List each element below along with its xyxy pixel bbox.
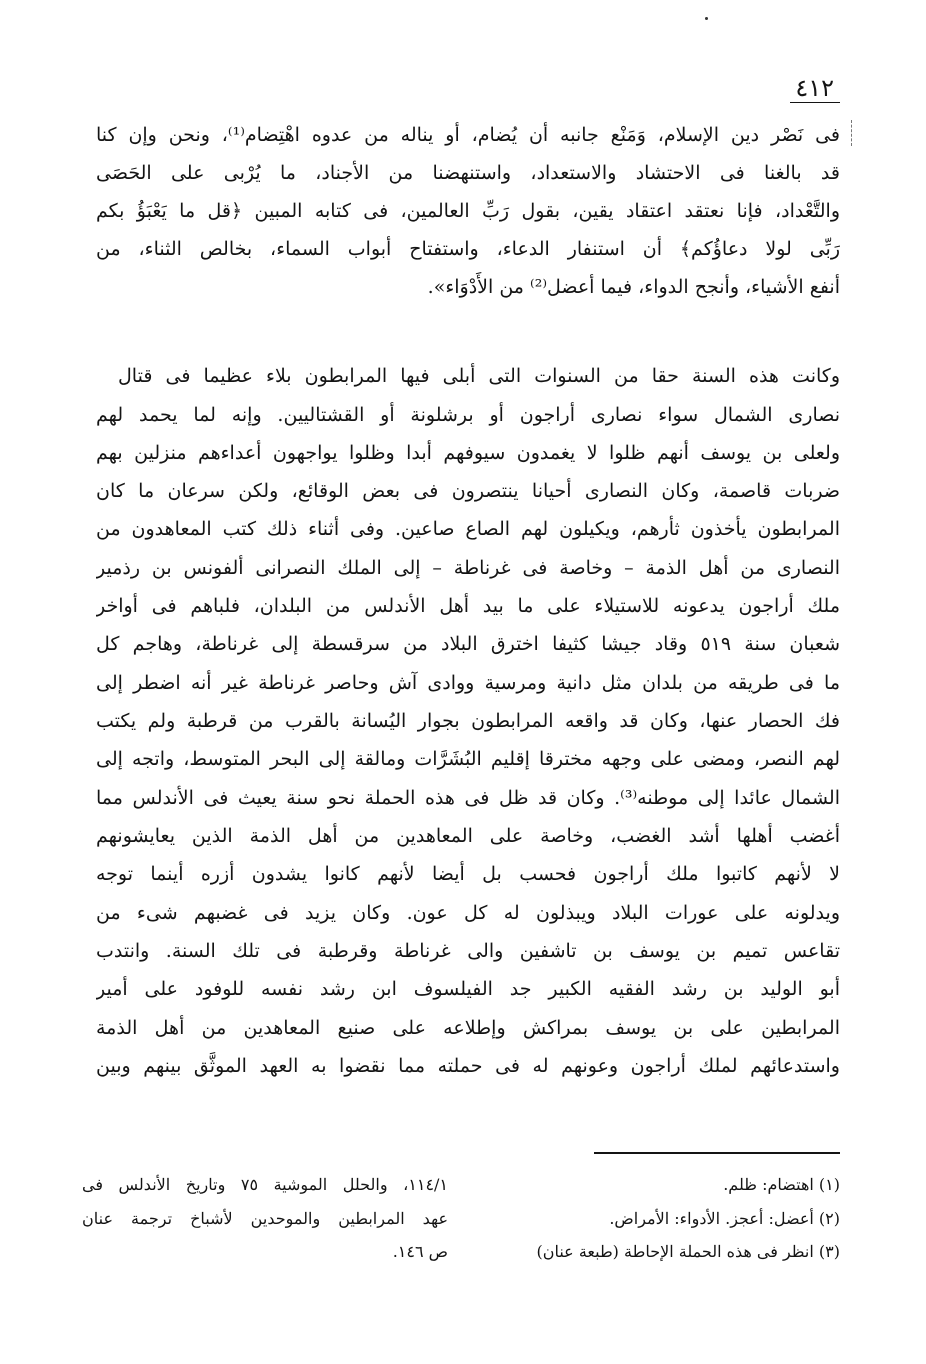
body-line: ويدلونه على عورات البلاد ويبذلون له كل عون. وكان يزيد فى غضبهم شىء من: [96, 902, 840, 924]
body-line: الشمال عائدا إلى موطنه⁽³⁾. وكان قد ظل فى هذه الحملة نحو سنة يعيث فى الأندلس مما: [96, 787, 840, 809]
footnote-3-continued: عهد المرابطين والموحدين لأشباخ ترجمة عنان: [82, 1209, 448, 1228]
body-line: ولعلى بن يوسف أنهم ظلوا لا يغمدون سيوفهم أبدا وظلوا يواجهون أعداءهم منزلين بهم: [96, 442, 840, 464]
body-line: المرابطين على بن يوسف بمراكش وإطلاعه على صنيع المعاهدين من أهل الذمة: [96, 1017, 840, 1039]
body-line: لا لأنهم كاتبوا ملك أراجون فحسب بل أيضا لأنهم كانوا يشدون أزره أينما توجه: [96, 863, 840, 885]
scan-speck: [705, 17, 708, 20]
body-line: ضربات قاصمة، وكان النصارى أحيانا ينتصرون فى بعض الوقائع، ولكن سرعان ما كان: [96, 480, 840, 502]
body-line: ما فى طريقه من بلدان مثل دانية ومرسية ووادى آش وحاصر غرناطة غير أنه اضطر إلى: [96, 672, 840, 694]
margin-mark: [849, 120, 852, 146]
body-line: فك الحصار عنها، وكان قد واقعه المرابطون بجوار اليُسانة بالقرب من قرطبة ولم يكتب: [96, 710, 840, 732]
footnote-3: (٣) انظر فى هذه الحملة الإحاطة (طبعة عنان): [536, 1242, 840, 1261]
footnote-3-continued: ١١٤/١، والحلل الموشية ٧٥ وتاريخ الأندلس فى: [82, 1175, 448, 1194]
body-line: النصارى من أهل الذمة – وخاصة فى غرناطة – إلى الملك النصرانى ألفونس بن رذمير: [96, 557, 840, 579]
footnote-2: (٢) أعضل: أعجز. الأدواء: الأمراض.: [609, 1209, 840, 1228]
body-line: أبو الوليد بن رشد الفقيه الكبير جد الفيلسوف ابن رشد نفسه للوفود على أمير: [96, 978, 840, 1000]
body-line: لهم النصر، ومضى على وجهه مخترقا إقليم البُشَرَّات ومالقة إلى البحر المتوسط، واتجه إلى: [96, 748, 840, 770]
body-line: أغضب أهلها أشد الغضب، وخاصة على المعاهدين من أهل الذمة الذين يعايشونهم: [96, 825, 840, 847]
body-line: المرابطون يأخذون ثأرهم، ويكيلون لهم الصاع صاعين. وفى أثناء ذلك كتب المعاهدون من: [96, 518, 840, 540]
body-line: والتَّعْداد، فإنا نعتقد اعتقاد يقين، بقول رَبِّ العالمين، فى كتابه المبين ﴿قل ما يَعْبَؤُ بكم: [96, 200, 840, 222]
body-line: أنفع الأشياء، وأنجح الدواء، فيما أعضل⁽²⁾ من الأَدْوَاء».: [427, 276, 840, 298]
body-line: فى نَصْر دين الإسلام، وَمَنْع جانبه أن يُضام، أو يناله من عدوه اهْتِضام⁽¹⁾، ونحن وإن كنا: [96, 124, 840, 146]
body-line: قد بالغنا فى الاحتشاد والاستعداد، واستنهضنا من الأجناد، ما يُرْبى على الحَصَى: [96, 162, 840, 184]
body-line: ملك أراجون يدعونه للاستيلاء على ما بيد أهل الأندلس من البلدان، فلباهم فى أواخر: [96, 595, 840, 617]
body-line: واستدعائهم لملك أراجون وعونهم له فى حملته مما نقضوا به العهد الموثَّق بينهم وبين: [96, 1055, 840, 1077]
body-line: تقاعس تميم بن يوسف بن تاشفين والى غرناطة وقرطبة فى تلك السنة. وانتدب: [96, 940, 840, 962]
page-number-underline: [790, 102, 840, 103]
body-line: رَبِّى لولا دعاؤُكم﴾ أن استنفار الدعاء، واستفتاح أبواب السماء، بخالص الثناء، من: [96, 238, 840, 260]
body-line: وكانت هذه السنة حقا من السنوات التى أبلى فيها المرابطون بلاء عظيما فى قتال: [118, 365, 840, 387]
page-number: ٤١٢: [795, 74, 834, 102]
body-line: نصارى الشمال سواء نصارى أراجون أو برشلونة أو القشتاليين. وإنه لما يحمد لهم: [96, 404, 840, 426]
footnote-separator: [594, 1152, 840, 1154]
body-line: شعبان سنة ٥١٩ وقاد جيشا كثيفا اخترق البلاد من سرقسطة إلى غرناطة، وهاجم كل: [96, 633, 840, 655]
footnote-3-continued: ص ١٤٦.: [392, 1242, 448, 1261]
footnote-1: (١) اهتضام: ظلم.: [723, 1175, 840, 1194]
